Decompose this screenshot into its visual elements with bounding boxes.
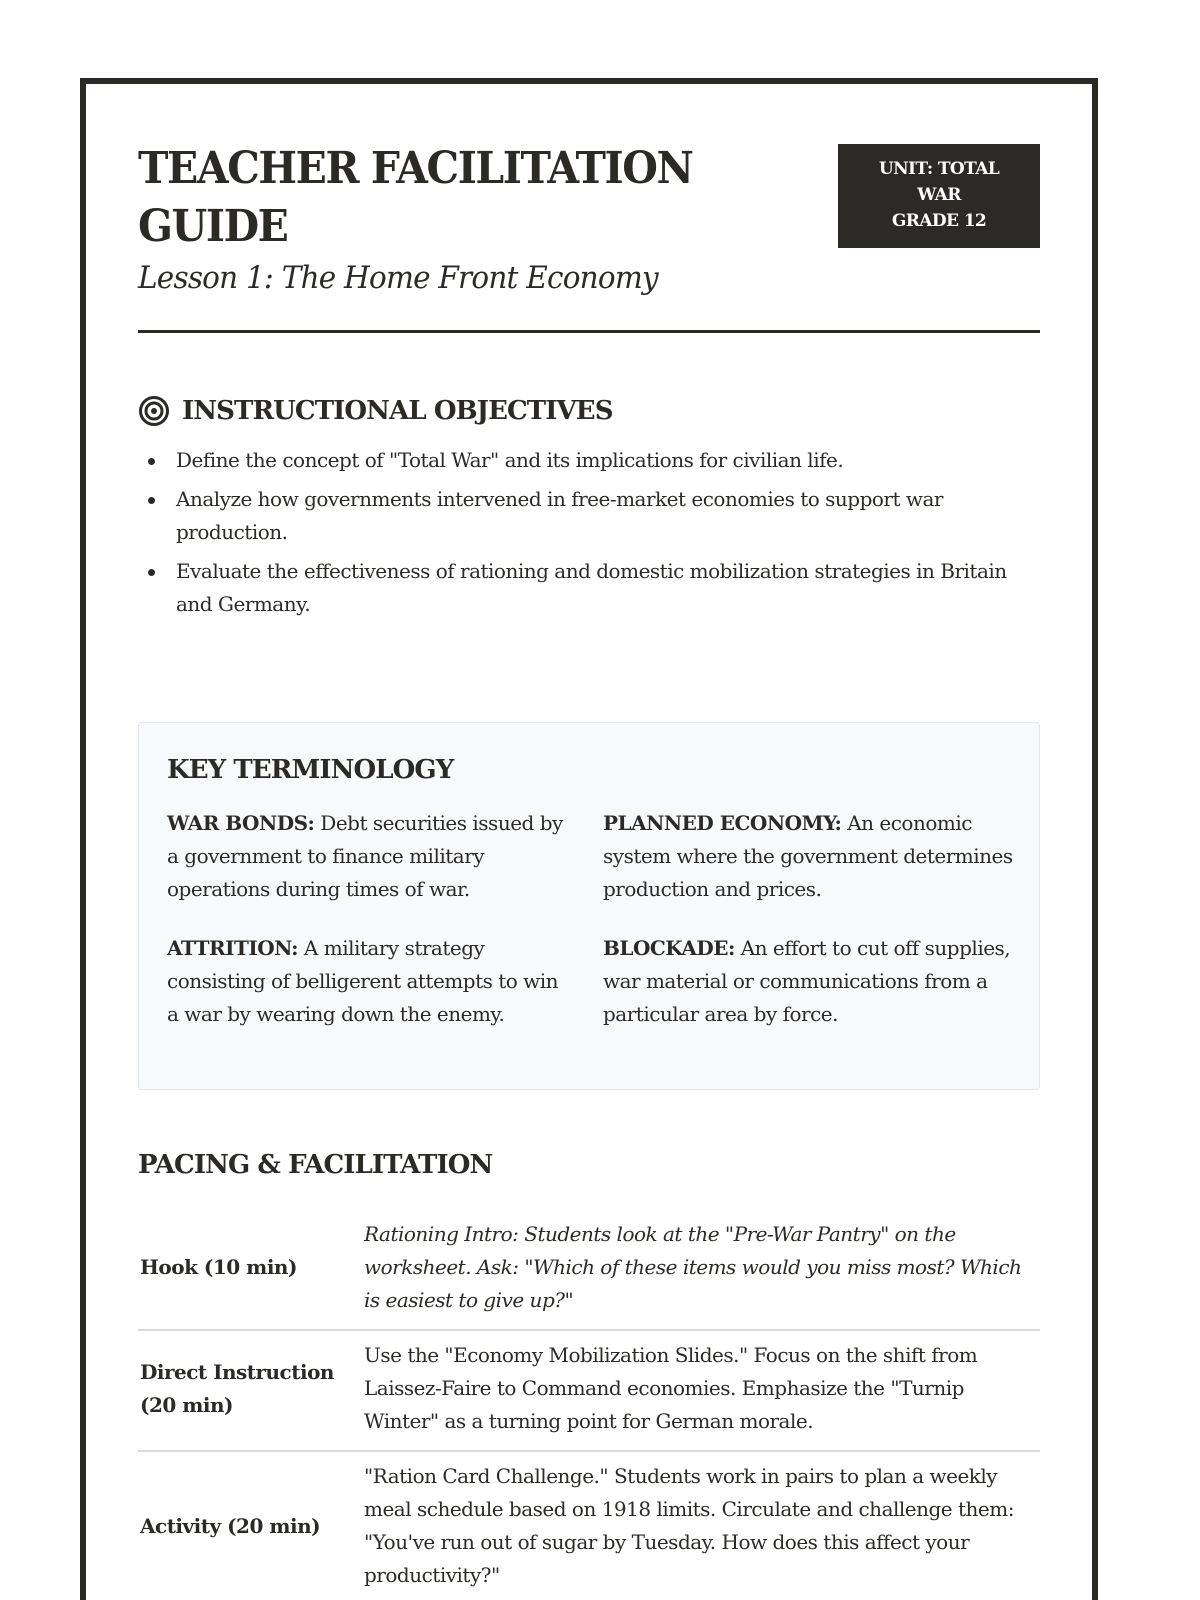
phase-description: Rationing Intro: Students look at the "Pre-War Pantry" on the worksheet. Ask: "Which of these items would you miss most? Which is easiest to give up?": [364, 1210, 1040, 1330]
document-page: [80, 78, 1098, 1600]
key-terminology-panel: [138, 722, 1040, 1090]
term-definition: An economic system where the government determines production and prices.: [603, 811, 1013, 901]
term-label: ATTRITION:: [167, 936, 299, 960]
document-content: [138, 136, 1040, 1587]
term-attrition: [167, 932, 567, 1031]
unit-grade-badge: [838, 144, 1040, 248]
objective-item: Analyze how governments intervened in free-market economies to support war production.: [176, 483, 1040, 549]
term-label: BLOCKADE:: [603, 936, 735, 960]
term-label: PLANNED ECONOMY:: [603, 811, 842, 835]
objectives-heading-text: INSTRUCTIONAL OBJECTIVES: [182, 396, 613, 426]
term-definition: A military strategy consisting of belligerent attempts to win a war by wearing down the enemy.: [167, 936, 559, 1026]
guide-header: [138, 136, 1040, 333]
table-row: [138, 1210, 1040, 1330]
objective-item: Evaluate the effectiveness of rationing and domestic mobilization strategies in Britain and Germany.: [176, 555, 1040, 621]
objectives-list: [138, 444, 1040, 621]
lesson-subtitle: Lesson 1: The Home Front Economy: [138, 260, 658, 296]
phase-description: Use the "Economy Mobilization Slides." Focus on the shift from Laissez-Faire to Command economies. Emphasize the "Turnip Winter" as a turning point for German morale.: [364, 1330, 1040, 1451]
term-war-bonds: [167, 807, 567, 906]
objective-item: Define the concept of "Total War" and its implications for civilian life.: [176, 444, 1040, 477]
phase-label: Activity (20 min): [138, 1451, 364, 1600]
pacing-facilitation-section: [138, 1148, 1040, 1600]
badge-grade-line: GRADE 12: [891, 211, 987, 231]
term-blockade: [603, 932, 1013, 1031]
term-definition: An effort to cut off supplies, war material or communications from a particular area by force.: [603, 936, 1011, 1026]
phase-description: "Ration Card Challenge." Students work in pairs to plan a weekly meal schedule based on 1918 limits. Circulate and challenge them: "You've run out of sugar by Tuesday. How does this affect your productivity?": [364, 1451, 1040, 1600]
term-planned-economy: [603, 807, 1013, 906]
phase-label: Hook (10 min): [138, 1210, 364, 1330]
table-row: [138, 1451, 1040, 1600]
pacing-heading: PACING & FACILITATION: [138, 1150, 493, 1180]
instructional-objectives-section: [138, 394, 1040, 627]
terminology-grid: [167, 807, 1011, 1031]
term-label: WAR BONDS:: [167, 811, 315, 835]
badge-unit-line: UNIT: TOTAL: [878, 159, 1000, 179]
objectives-heading: [138, 394, 1040, 428]
term-definition: Debt securities issued by a government to finance military operations during times of war.: [167, 811, 563, 901]
target-icon: [138, 395, 170, 427]
page-title: TEACHER FACILITATION GUIDE: [138, 143, 693, 252]
terminology-heading: KEY TERMINOLOGY: [167, 755, 454, 785]
badge-unit-line-2: WAR: [917, 185, 961, 205]
pacing-table: [138, 1210, 1040, 1600]
phase-label: Direct Instruction (20 min): [138, 1330, 364, 1451]
table-row: [138, 1330, 1040, 1451]
